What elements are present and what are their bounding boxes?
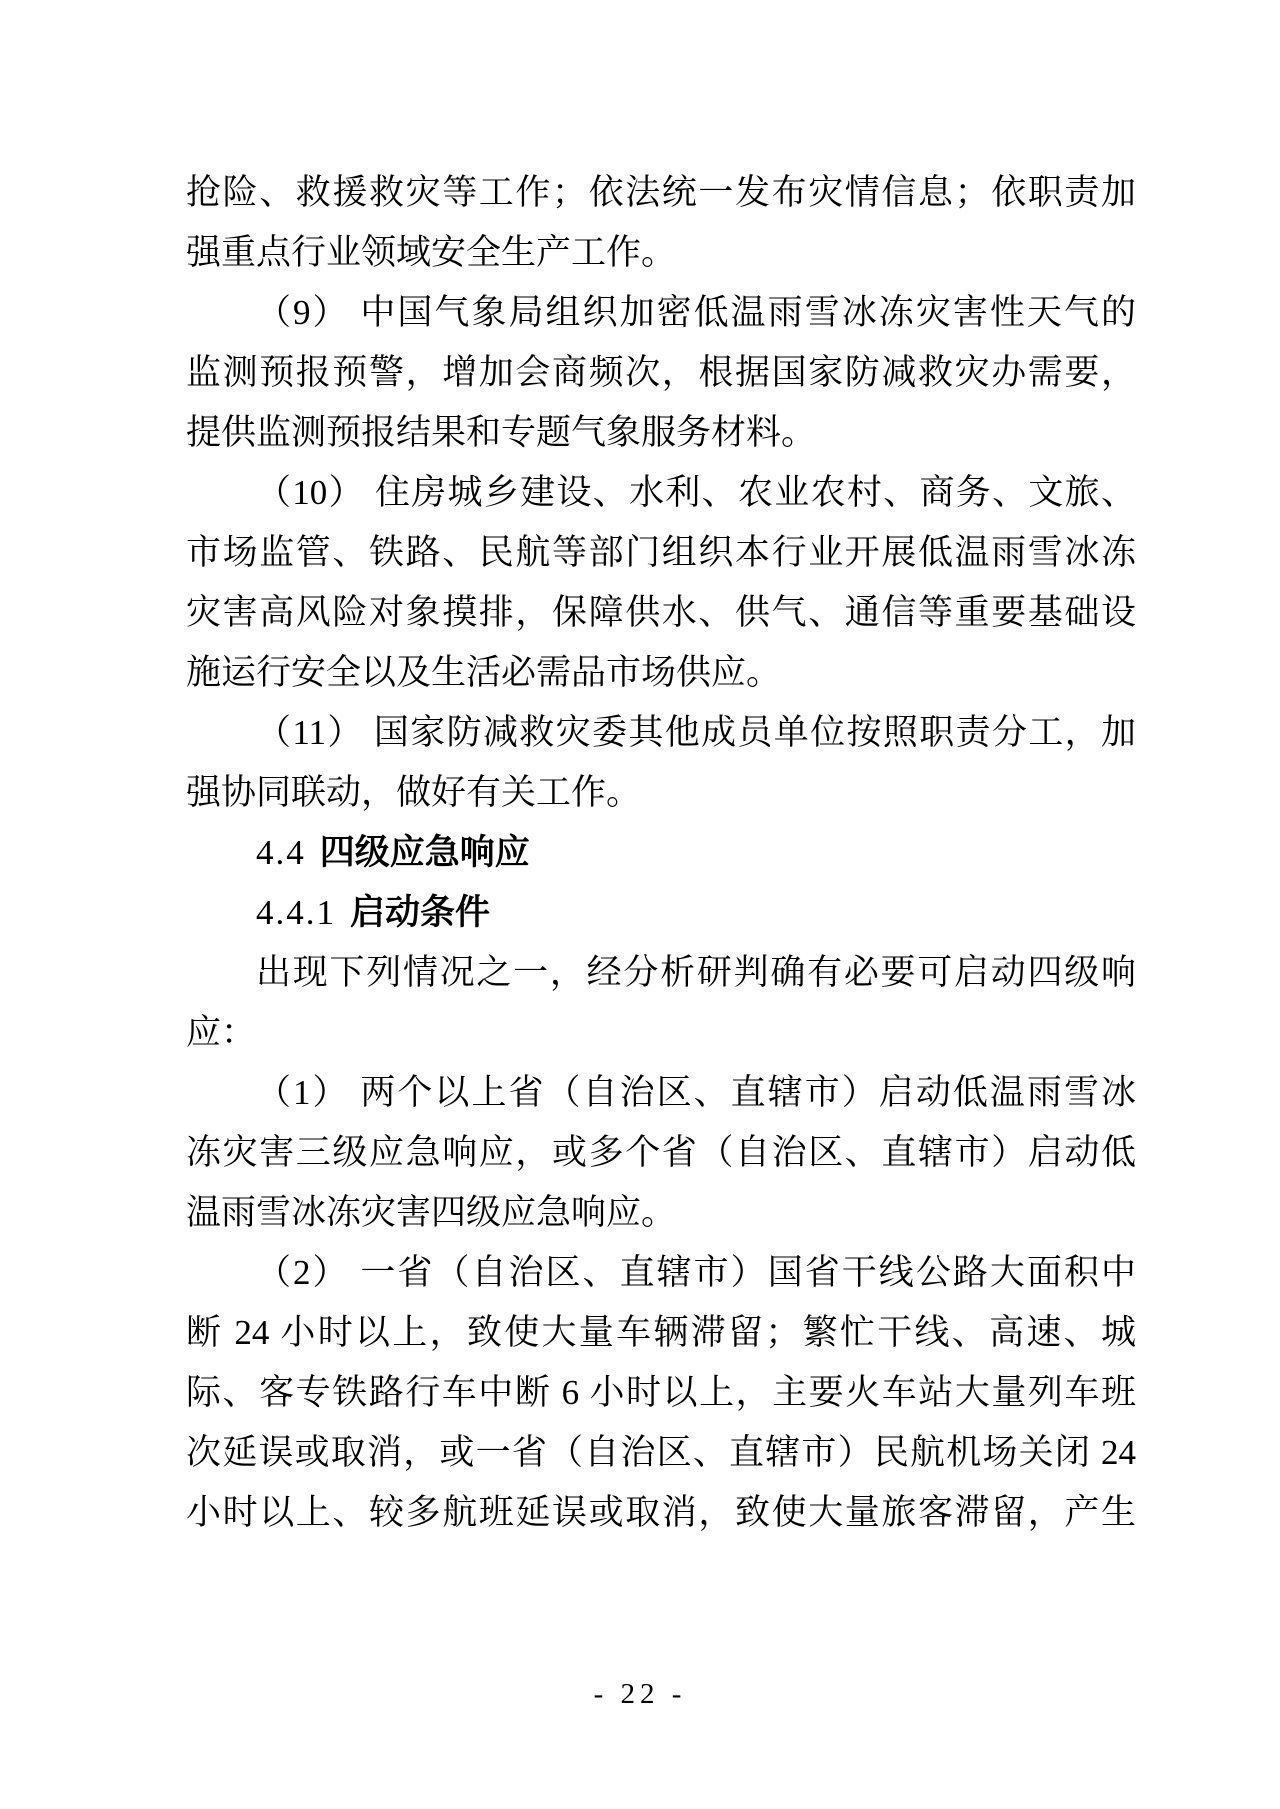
list-item-line: （11） 国家防减救灾委其他成员单位按照职责分工，加 — [256, 713, 1136, 752]
text-line: 抢险、救援救灾等工作；依法统一发布灾情信息；依职责加 — [186, 173, 1136, 212]
text-line: 温雨雪冰冻灾害四级应急响应。 — [186, 1193, 677, 1232]
text-line: 监测预报预警，增加会商频次，根据国家防减救灾办需要， — [186, 353, 1136, 392]
text-line: 强重点行业领域安全生产工作。 — [186, 233, 677, 272]
text-line: 市场监管、铁路、民航等部门组织本行业开展低温雨雪冰冻 — [186, 533, 1136, 572]
document-text-block — [186, 163, 1136, 1543]
section-number: 4.4 — [256, 833, 306, 872]
list-item-line: （9） 中国气象局组织加密低温雨雪冰冻灾害性天气的 — [256, 293, 1136, 332]
list-item-line: （10） 住房城乡建设、水利、农业农村、商务、文旅、 — [256, 473, 1136, 512]
text-line: 施运行安全以及生活必需品市场供应。 — [186, 653, 782, 692]
section-heading-4-4 — [186, 823, 1136, 883]
section-title: 启动条件 — [350, 893, 491, 932]
text-line: 强协同联动，做好有关工作。 — [186, 773, 642, 812]
list-item-line: （2） 一省（自治区、直辖市）国省干线公路大面积中 — [256, 1253, 1136, 1292]
text-line: 小时以上、较多航班延误或取消，致使大量旅客滞留，产生 — [186, 1493, 1136, 1532]
text-line: 提供监测预报结果和专题气象服务材料。 — [186, 413, 817, 452]
text-line: 冻灾害三级应急响应，或多个省（自治区、直辖市）启动低 — [186, 1133, 1136, 1172]
section-number: 4.4.1 — [256, 893, 336, 932]
page-number: - 22 - — [593, 1678, 687, 1710]
section-heading-4-4-1 — [186, 883, 1136, 943]
text-line: 灾害高风险对象摸排，保障供水、供气、通信等重要基础设 — [186, 593, 1136, 632]
text-line: 应： — [186, 1013, 257, 1052]
text-line: 际、客专铁路行车中断 6 小时以上，主要火车站大量列车班 — [186, 1373, 1136, 1412]
text-line: 断 24 小时以上，致使大量车辆滞留；繁忙干线、高速、城 — [186, 1313, 1136, 1352]
text-line: 次延误或取消，或一省（自治区、直辖市）民航机场关闭 24 — [186, 1433, 1136, 1472]
list-item-line: （1） 两个以上省（自治区、直辖市）启动低温雨雪冰 — [256, 1073, 1136, 1112]
text-line: 出现下列情况之一，经分析研判确有必要可启动四级响 — [256, 953, 1136, 992]
section-title: 四级应急响应 — [319, 833, 530, 872]
